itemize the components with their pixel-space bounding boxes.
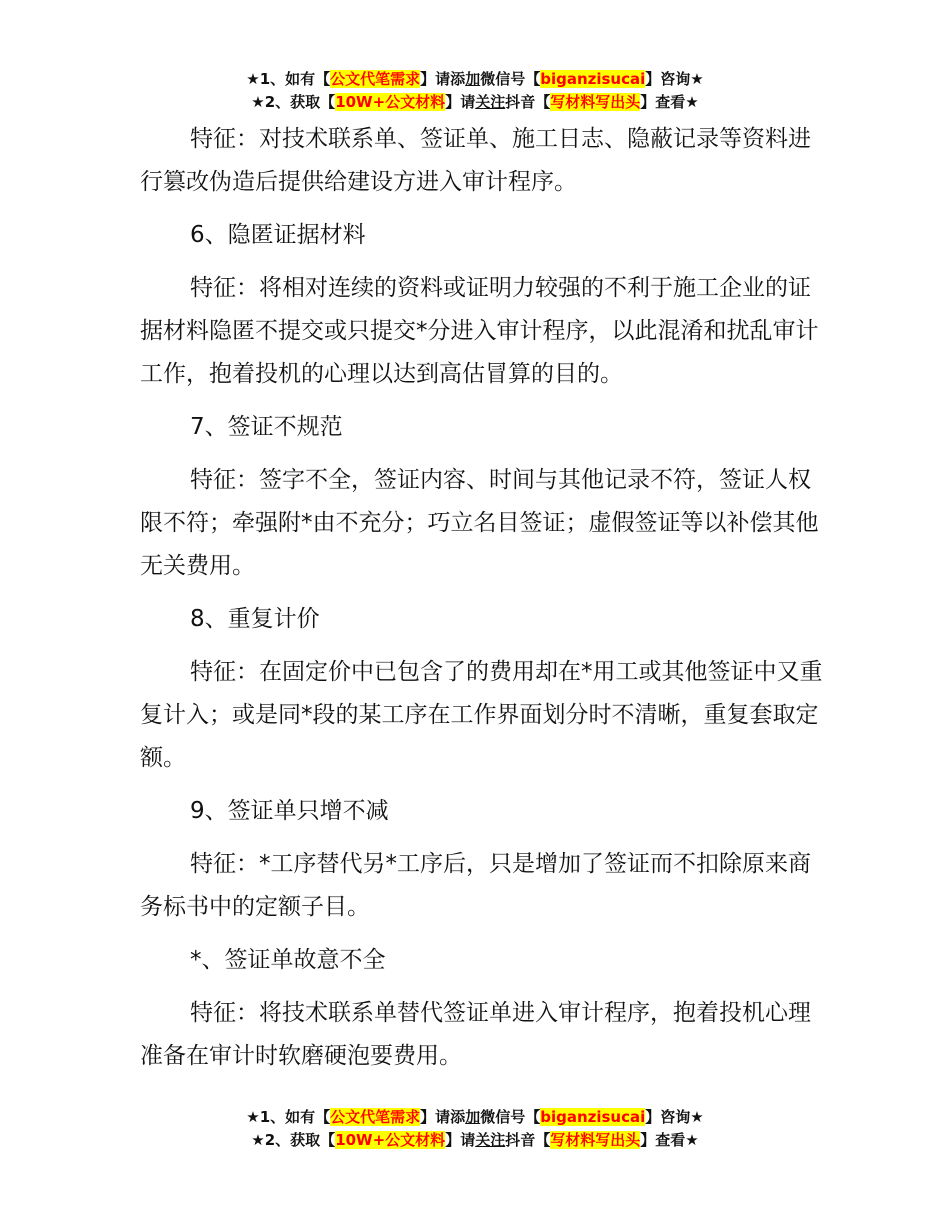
section-heading-8: 8、重复计价 [190, 606, 320, 632]
highlight-wechat-id: biganzisucai [540, 1108, 646, 1126]
highlight-materials: 10W+公文材料 [335, 93, 446, 111]
document-body [140, 118, 830, 1088]
banner-line-2: ★2、获取【10W+公文材料】请关注抖音【写材料写出头】查看★ [251, 93, 699, 111]
section-heading-10: *、签证单故意不全 [190, 947, 386, 973]
header-banner [0, 68, 950, 114]
paragraph-10-feature: 特征：将技术联系单替代签证单进入审计程序，抱着投机心理准备在审计时软磨硬泡要费用。 [140, 1000, 811, 1069]
paragraph-6-feature: 特征：将相对连续的资料或证明力较强的不利于施工企业的证据材料隐匿不提交或只提交*分进入审计程序，以此混淆和扰乱审计工作，抱着投机的心理以达到高估冒算的目的。 [140, 275, 819, 387]
highlight-douyin-account: 写材料写出头 [550, 1131, 641, 1149]
section-heading-6: 6、隐匿证据材料 [190, 222, 366, 248]
section-heading-7: 7、签证不规范 [190, 414, 343, 440]
section-heading-9: 9、签证单只增不减 [190, 798, 389, 824]
paragraph-9-feature: 特征：*工序替代另*工序后，只是增加了签证而不扣除原来商务标书中的定额子目。 [140, 851, 811, 920]
highlight-wechat-id: biganzisucai [540, 70, 646, 88]
paragraph-5-feature: 特征：对技术联系单、签证单、施工日志、隐蔽记录等资料进行篡改伪造后提供给建设方进入审计程序。 [140, 126, 811, 195]
banner-line-2: ★2、获取【10W+公文材料】请关注抖音【写材料写出头】查看★ [251, 1131, 699, 1149]
paragraph-7-feature: 特征：签字不全，签证内容、时间与其他记录不符，签证人权限不符；牵强附*由不充分；巧立名目签证；虚假签证等以补偿其他无关费用。 [140, 467, 819, 579]
highlight-douyin-account: 写材料写出头 [550, 93, 641, 111]
highlight-service: 公文代笔需求 [330, 1108, 421, 1126]
banner-line-1: ★1、如有【公文代笔需求】请添加微信号【biganzisucai】咨询★ [246, 1108, 704, 1126]
highlight-service: 公文代笔需求 [330, 70, 421, 88]
footer-banner [0, 1106, 950, 1152]
paragraph-8-feature: 特征：在固定价中已包含了的费用却在*用工或其他签证中又重复计入；或是同*段的某工序在工作界面划分时不清晰，重复套取定额。 [140, 659, 823, 771]
banner-line-1: ★1、如有【公文代笔需求】请添加微信号【biganzisucai】咨询★ [246, 70, 704, 88]
highlight-materials: 10W+公文材料 [335, 1131, 446, 1149]
